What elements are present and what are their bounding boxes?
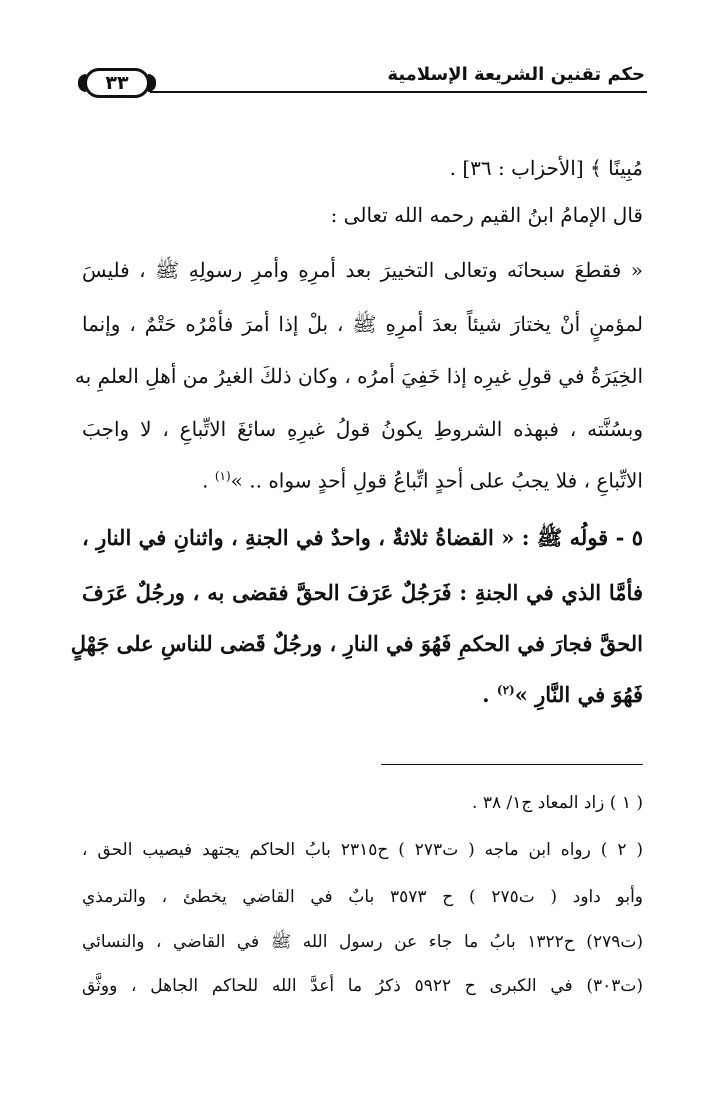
footnote-2-line-4: (ت٣٠٣) في الكبرى ح ٥٩٢٢ ذكرُ ما أعدَّ الله للحاكم الجاهل ، ووثَّق (82, 976, 644, 996)
text-line-11 (482, 684, 643, 705)
footnote-ref-2: (٢) (496, 683, 515, 697)
text-line-7 (202, 470, 643, 491)
text-line-11-body: فَهُوَ في النَّارِ » (514, 682, 643, 707)
text-line-2: قال الإمامُ ابنُ القيم رحمه الله تعالى : (330, 203, 643, 227)
text-line-11-tail: . (482, 682, 497, 707)
text-line-3: « فقطعَ سبحانَه وتعالى التخييرَ بعد أمرِهِ وأمرِ رسولِهِ ﷺ ، فليسَ (82, 258, 643, 282)
footnote-2-line-3: (ت٢٧٩) ح١٣٢٢ بابُ ما جاء عن رسول الله ﷺ في القاضي ، والنسائي (82, 932, 643, 952)
text-line-7-body: الاتِّباعِ ، فلا يجبُ على أحدٍ اتِّباعُ قولِ أحدٍ سواه .. » (230, 468, 643, 493)
footnote-1: ( ١ ) زاد المعاد ج١/ ٣٨ . (472, 793, 643, 813)
text-line-10: الحقَّ فجارَ في الحكمِ فَهُوَ في النارِ ، ورجُلٌ قَضى للناسِ على جَهْلٍ (70, 631, 643, 656)
footnote-ref-1: (١) (214, 469, 231, 483)
page-number-badge (84, 68, 150, 98)
footnote-2-line-1: ( ٢ ) رواه ابن ماجه ( ت٢٧٣ ) ح٢٣١٥ بابُ الحاكم يجتهد فيصيب الحق ، (82, 840, 643, 860)
text-line-8: ٥ - قولُه ﷺ : « القضاةُ ثلاثةٌ ، واحدٌ في الجنةِ ، واثنانِ في النارِ ، (82, 525, 643, 550)
running-header-title: حكم تقنين الشريعة الإسلامية (387, 64, 645, 85)
header-rule (150, 91, 647, 93)
page-number: ٣٣ (105, 72, 129, 94)
text-line-1: مُبِينًا ﴾ [الأحزاب : ٣٦] . (449, 156, 643, 180)
text-line-7-tail: . (202, 468, 215, 493)
text-line-4: لمؤمنٍ أنْ يختارَ شيئاً بعدَ أمرِهِ ﷺ ، بلْ إذا أمرَ فأمْرُه حَتْمٌ ، وإنما (82, 312, 643, 336)
footnote-2-line-2: وأبو داود ( ت٢٧٥ ) ح ٣٥٧٣ بابٌ في القاضي يخطئ ، والترمذي (82, 887, 644, 907)
text-line-5: الخِيَرَةُ في قولِ غيرِه إذا خَفِيَ أمرُه ، وكان ذلكَ الغيرُ من أهلِ العلمِ به (74, 364, 643, 388)
footnote-divider (381, 764, 643, 765)
text-line-6: وبسُنَّته ، فبهذه الشروطِ يكونُ قولُ غيرِهِ سائغَ الاتِّباعِ ، لا واجبَ (82, 417, 643, 441)
text-line-9: فأمَّا الذي في الجنةِ : فَرَجُلٌ عَرَفَ الحقَّ فقضى به ، ورجُلٌ عَرَفَ (82, 580, 643, 605)
